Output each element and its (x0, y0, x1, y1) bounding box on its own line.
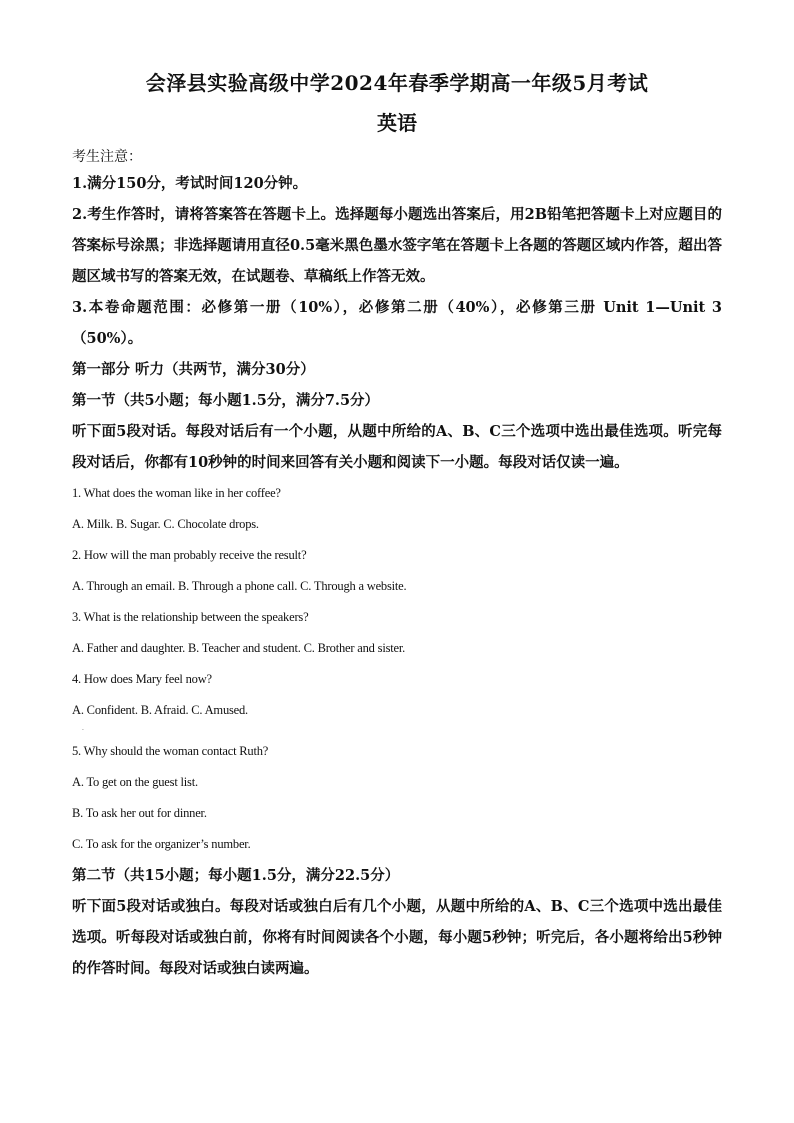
question-options: A. Milk. B. Sugar. C. Chocolate drops. (72, 517, 259, 531)
notice-item-3: 3.本卷命题范围：必修第一册（10%），必修第二册（40%），必修第三册 Unit 1—Unit 3（50%）。 (72, 299, 722, 347)
question-option: A. To get on the guest list. (72, 775, 198, 789)
question-stem: 2. How will the man probably receive the result? (72, 548, 307, 562)
question-option: B. To ask her out for dinner. (72, 806, 207, 820)
notice-label: 考生注意： (72, 149, 142, 165)
question-stem: 5. Why should the woman contact Ruth? (72, 744, 269, 758)
question-stem: 1. What does the woman like in her coffee? (72, 486, 281, 500)
exam-page (72, 70, 722, 984)
question-options: A. Father and daughter. B. Teacher and student. C. Brother and sister. (72, 641, 406, 655)
question-options: A. Confident. B. Afraid. C. Amused. (72, 703, 248, 717)
question-stem: 3. What is the relationship between the speakers? (72, 610, 309, 624)
section1-heading: 第一节（共5小题；每小题1.5分，满分7.5分） (72, 392, 380, 409)
exam-title: 会泽县实验高级中学2024年春季学期高一年级5月考试 (145, 71, 649, 95)
section2-instructions: 听下面5段对话或独白。每段对话或独白后有几个小题，从题中所给的A、B、C三个选项中选出最佳选项。听每段对话或独白前，你将有时间阅读各个小题，每小题5秒钟；听完后，各小题将给出5秒钟的作答时间。每段对话或独白读两遍。 (72, 898, 722, 977)
stray-mark: · (82, 727, 84, 734)
question-stem: 4. How does Mary feel now? (72, 672, 212, 686)
question-option: C. To ask for the organizer’s number. (72, 837, 251, 851)
section2-heading: 第二节（共15小题；每小题1.5分，满分22.5分） (72, 867, 400, 884)
exam-subject: 英语 (377, 111, 417, 135)
section1-instructions: 听下面5段对话。每段对话后有一个小题，从题中所给的A、B、C三个选项中选出最佳选项。听完每段对话后，你都有10秒钟的时间来回答有关小题和阅读下一小题。每段对话仅读一遍。 (72, 423, 722, 471)
part1-heading: 第一部分 听力（共两节，满分30分） (72, 361, 315, 378)
notice-item-1: 1.满分150分，考试时间120分钟。 (72, 175, 308, 192)
question-options: A. Through an email. B. Through a phone call. C. Through a website. (72, 579, 407, 593)
notice-item-2: 2.考生作答时，请将答案答在答题卡上。选择题每小题选出答案后，用2B铅笔把答题卡上对应题目的答案标号涂黑；非选择题请用直径0.5毫米黑色墨水签字笔在答题卡上各题的答题区域内作答，超出答题区域书写的答案无效，在试题卷、草稿纸上作答无效。 (72, 206, 722, 285)
